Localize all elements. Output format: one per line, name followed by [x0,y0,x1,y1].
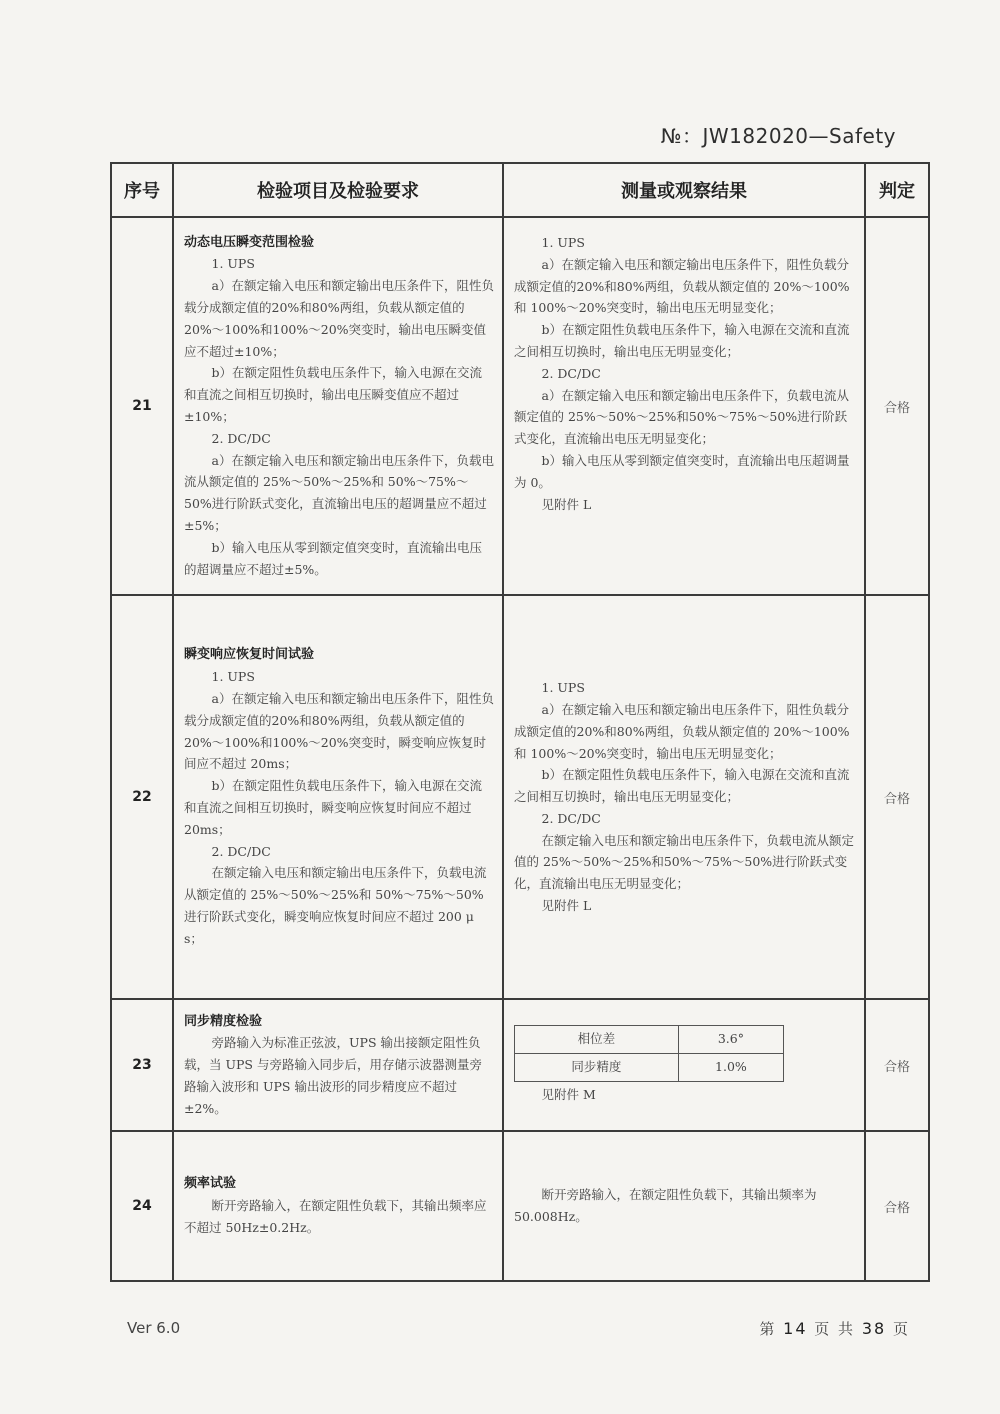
header-requirements: 检验项目及检验要求 [173,163,503,217]
result-line: 2. DC/DC [541,365,601,381]
header-serial: 序号 [111,163,173,217]
verdict: 合格 [865,1131,929,1281]
req-line: a）在额定输入电压和额定输出电压条件下，阻性负载分成额定值的20%和80%两组，负载从额定值的 20%～100%和100%～20%突变时，瞬变响应恢复时间应不超过 20ms； [184,691,494,772]
result-line: 2. DC/DC [541,810,601,826]
table-header-row [111,163,929,217]
result-cell [503,1131,865,1281]
result-cell [503,595,865,999]
table-row [111,999,929,1131]
requirement-cell [173,1131,503,1281]
result-line: 断开旁路输入，在额定阻性负载下，其输出频率为 50.008Hz。 [514,1187,817,1224]
header-verdict: 判定 [865,163,929,217]
result-line: a）在额定输入电压和额定输出电压条件下，阻性负载分成额定值的20%和80%两组，负载从额定值的 20%～100%和 100%～20%突变时，输出电压无明显变化； [514,701,850,761]
result-line: b）在额定阻性负载电压条件下，输入电源在交流和直流之间相互切换时，输出电压无明显变化； [514,767,850,805]
result-line: 在额定输入电压和额定输出电压条件下，负载电流从额定值的 25%～50%～25%和50%～75%～50%进行阶跃式变化，直流输出电压无明显变化； [514,832,855,892]
req-line: b）在额定阻性负载电压条件下，输入电源在交流和直流之间相互切换时，瞬变响应恢复时间应不超过 20ms； [184,778,483,837]
row-number: 24 [111,1131,173,1281]
requirement-cell [173,595,503,999]
sync-label: 同步精度 [515,1053,679,1081]
page-total: 38 [861,1319,887,1338]
result-line: a）在额定输入电压和额定输出电压条件下，阻性负载分成额定值的20%和80%两组，负载从额定值的 20%～100%和 100%～20%突变时，输出电压无明显变化； [514,256,850,316]
sync-row [515,1053,784,1081]
row-number: 21 [111,217,173,595]
row-number: 23 [111,999,173,1131]
req-line: 旁路输入为标准正弦波，UPS 输出接额定阻性负载，当 UPS 与旁路输入同步后，用存储示波器测量旁路输入波形和 UPS 输出波形的同步精度应不超过±2%。 [184,1035,482,1116]
page-indicator [759,1318,910,1339]
req-line: b）在额定阻性负载电压条件下，输入电源在交流和直流之间相互切换时，输出电压瞬变值应不超过±10%； [184,365,483,424]
item-title: 动态电压瞬变范围检验 [184,234,315,250]
req-line: 2. DC/DC [211,430,271,446]
req-line: a）在额定输入电压和额定输出电压条件下，负载电流从额定值的 25%～50%～25%和 50%～75%～50%进行阶跃式变化，直流输出电压的超调量应不超过±5%； [184,452,494,533]
sync-row [515,1025,784,1053]
page-mid: 页 共 [814,1320,856,1338]
req-line: 在额定输入电压和额定输出电压条件下，负载电流从额定值的 25%～50%～25%和 50%～75%～50%进行阶跃式变化，瞬变响应恢复时间应不超过 200 μ s； [184,865,487,946]
sync-label: 相位差 [515,1025,679,1053]
req-line: 1. UPS [211,669,255,685]
result-line: b）输入电压从零到额定值突变时，直流输出电压超调量为 0。 [514,452,850,490]
req-line: 2. DC/DC [211,843,271,859]
item-title: 频率试验 [184,1176,237,1192]
table-row [111,217,929,595]
item-title: 同步精度检验 [184,1013,263,1029]
sync-value: 1.0% [678,1053,783,1081]
page-current: 14 [783,1319,808,1338]
page-suffix: 页 [892,1320,910,1338]
row-number: 22 [111,595,173,999]
result-line: 1. UPS [541,680,585,696]
inspection-table [110,162,930,1282]
header-results: 测量或观察结果 [503,163,865,217]
sync-value: 3.6° [678,1025,783,1053]
verdict: 合格 [865,595,929,999]
sync-results-table [514,1025,784,1082]
result-line: b）在额定阻性负载电压条件下，输入电源在交流和直流之间相互切换时，输出电压无明显变化； [514,322,850,359]
req-line: b）输入电压从零到额定值突变时，直流输出电压的超调量应不超过±5%。 [184,539,483,577]
version-label: Ver 6.0 [127,1319,181,1337]
document-number: №：JW182020—Safety [660,124,896,148]
table-row [111,1131,929,1281]
verdict: 合格 [865,999,929,1131]
attachment-ref: 见附件 L [541,898,592,914]
req-line: 断开旁路输入，在额定阻性负载下，其输出频率应不超过 50Hz±0.2Hz。 [184,1198,487,1235]
page-prefix: 第 [759,1320,777,1338]
req-line: 1. UPS [211,256,255,272]
verdict: 合格 [865,217,929,595]
req-line: a）在额定输入电压和额定输出电压条件下，阻性负载分成额定值的20%和80%两组，负载从额定值的 20%～100%和100%～20%突变时，输出电压瞬变值应不超过±10%； [184,278,494,359]
result-line: 1. UPS [541,235,585,250]
attachment-ref: 见附件 L [541,496,592,512]
requirement-cell [173,999,503,1131]
result-cell [503,217,865,595]
requirement-cell [173,217,503,595]
result-cell [503,999,865,1131]
item-title: 瞬变响应恢复时间试验 [184,647,315,663]
table-row [111,595,929,999]
attachment-ref: 见附件 M [541,1086,596,1102]
result-line: a）在额定输入电压和额定输出电压条件下，负载电流从额定值的 25%～50%～25%和50%～75%～50%进行阶跃式变化，直流输出电压无明显变化； [514,387,849,447]
